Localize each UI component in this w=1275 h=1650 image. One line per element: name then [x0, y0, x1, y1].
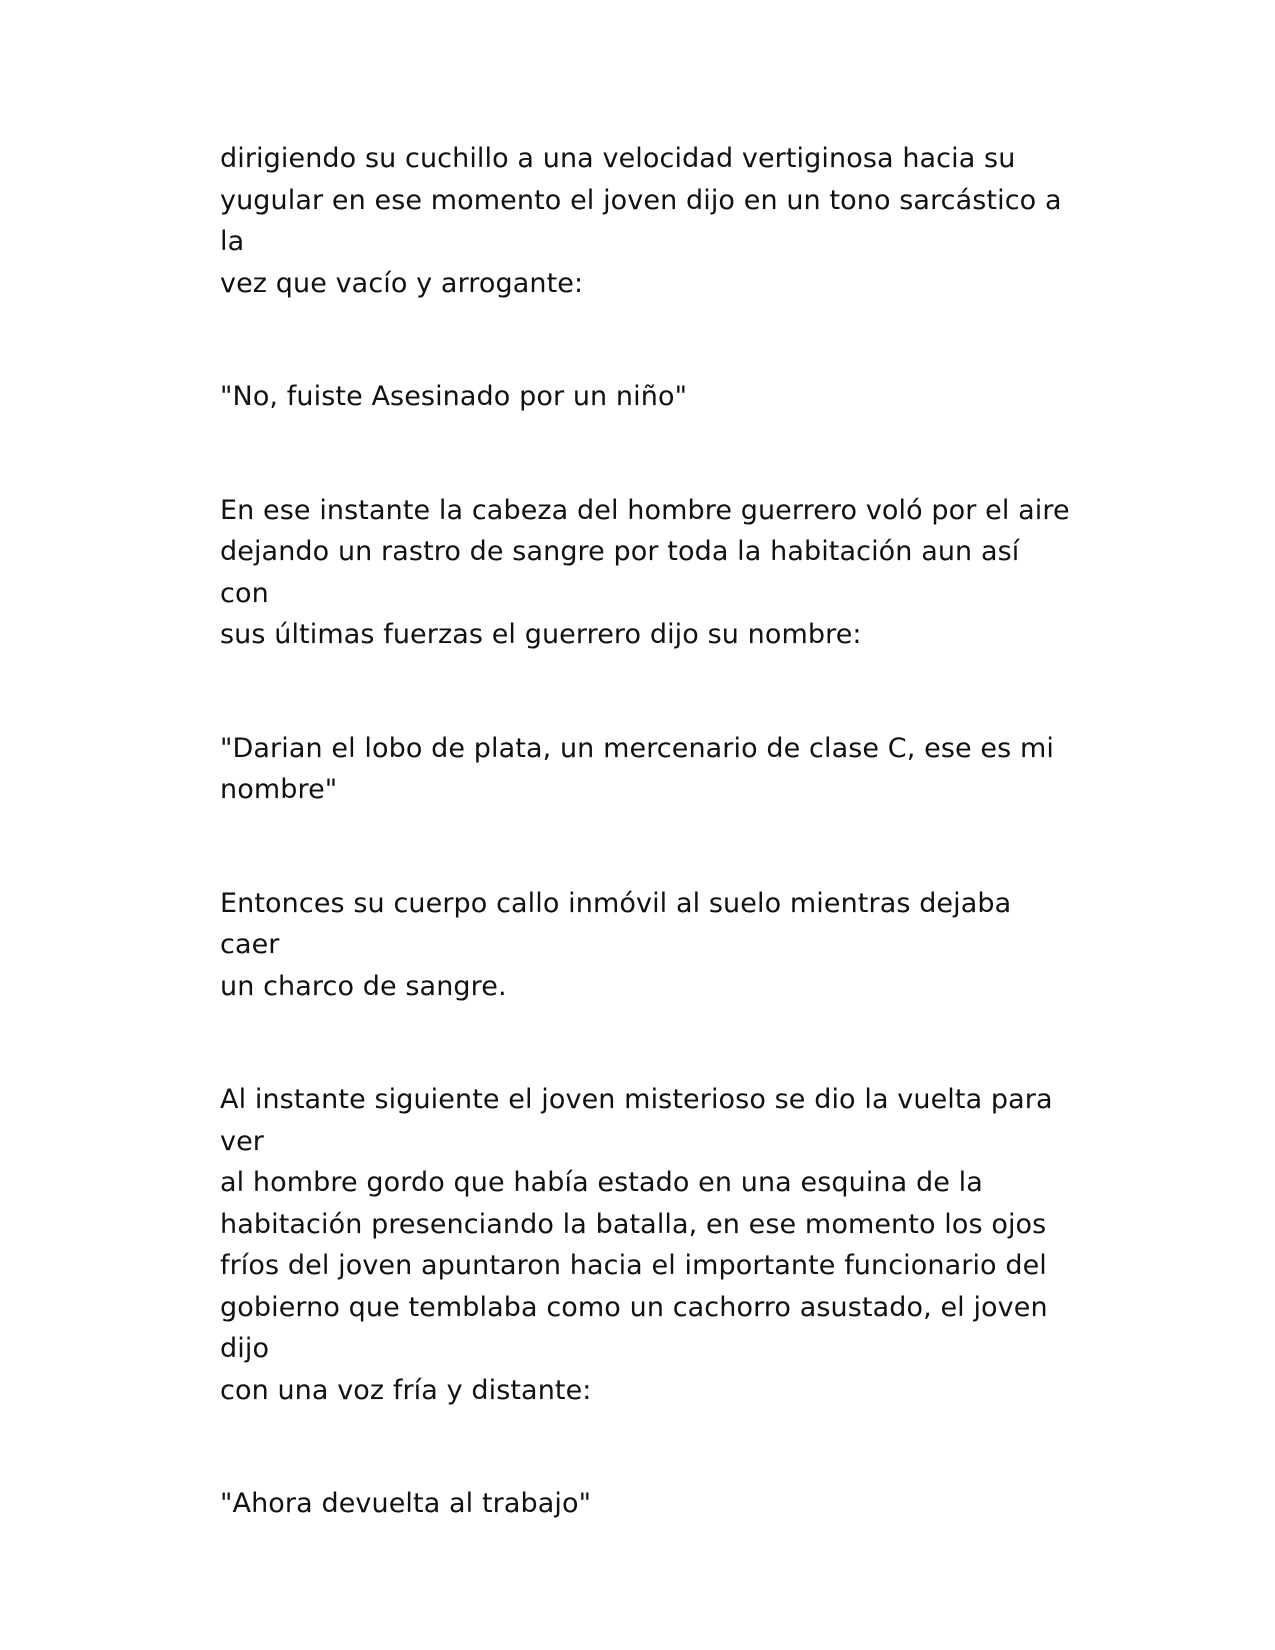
paragraph-spacer [220, 304, 1070, 376]
paragraph: dirigiendo su cuchillo a una velocidad vertiginosa hacia su yugular en ese momento el joven dijo en un tono sarcástico a la vez que vacío y arrogante: [220, 143, 1062, 299]
dialogue-line: "Ahora devuelta al trabajo" [220, 1488, 592, 1519]
paragraph: En ese instante la cabeza del hombre guerrero voló por el aire dejando un rastro de sangre por toda la habitación aun así con sus últimas fuerzas el guerrero dijo su nombre: [220, 494, 1070, 650]
paragraph: Al instante siguiente el joven misterioso se dio la vuelta para ver al hombre gordo que había estado en una esquina de la habitación presenciando la batalla, en ese momento los ojos fríos del joven apuntaron hacia el importante funcionario del gobierno que temblaba como un cachorro asustado, el joven dijo con una voz fría y distante: [220, 1084, 1053, 1406]
paragraph-spacer [220, 418, 1070, 490]
paragraph-spacer [220, 1411, 1070, 1483]
paragraph-spacer [220, 1007, 1070, 1079]
paragraph-spacer [220, 811, 1070, 883]
document-body [220, 138, 1070, 1525]
paragraph: Entonces su cuerpo callo inmóvil al suelo mientras dejaba caer un charco de sangre. [220, 887, 1012, 1002]
dialogue-line: "No, fuiste Asesinado por un niño" [220, 381, 688, 412]
dialogue-line: "Darian el lobo de plata, un mercenario de clase C, ese es mi nombre" [220, 732, 1054, 805]
paragraph-spacer [220, 656, 1070, 728]
